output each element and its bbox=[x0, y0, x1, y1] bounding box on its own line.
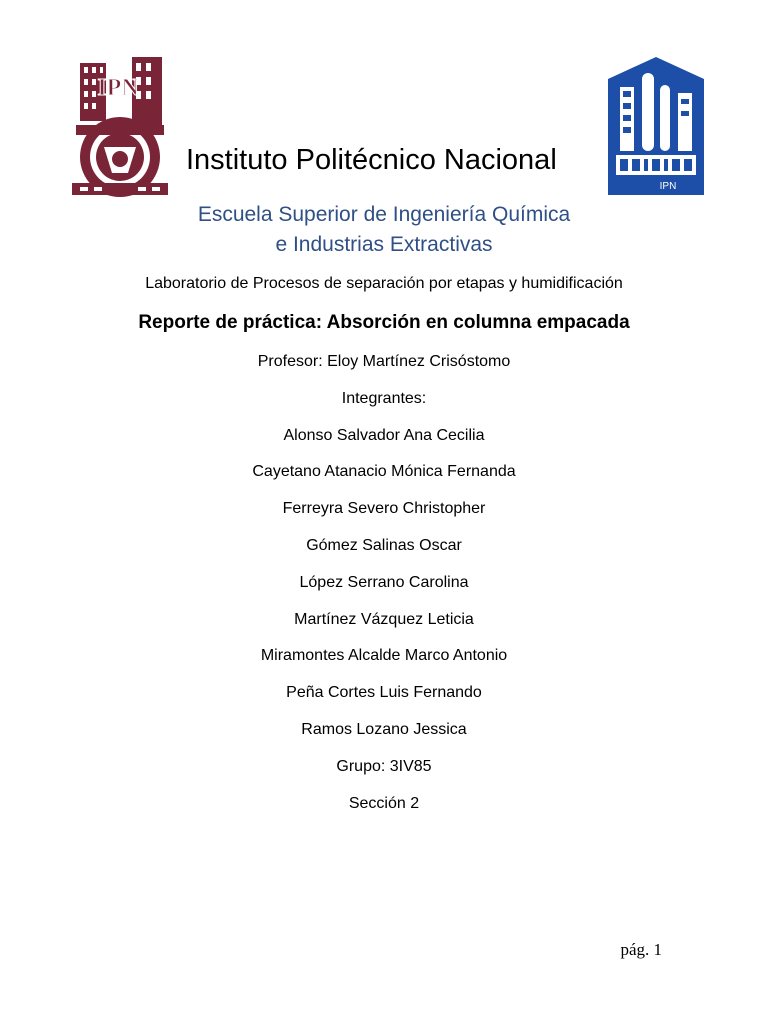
institution-title: Instituto Politécnico Nacional bbox=[186, 144, 557, 176]
member-name: Cayetano Atanacio Mónica Fernanda bbox=[252, 463, 516, 481]
school-name bbox=[0, 200, 768, 260]
ipn-logo-text: IPN bbox=[97, 75, 139, 101]
section-line: Sección 2 bbox=[348, 794, 420, 812]
members-heading: Integrantes: bbox=[341, 389, 427, 407]
ipn-logo bbox=[70, 55, 170, 201]
group-line: Grupo: 3IV85 bbox=[336, 757, 432, 775]
member-name: Gómez Salinas Oscar bbox=[306, 536, 462, 554]
professor-line: Profesor: Eloy Martínez Crisóstomo bbox=[257, 353, 511, 370]
school-name-line-2: e Industrias Extractivas bbox=[275, 233, 493, 256]
member-name: Peña Cortes Luis Fernando bbox=[286, 684, 482, 702]
member-name: Miramontes Alcalde Marco Antonio bbox=[260, 647, 508, 665]
page-number: pág. 1 bbox=[620, 940, 662, 959]
school-name-line-1: Escuela Superior de Ingeniería Química bbox=[197, 203, 571, 226]
esiqie-logo-text: IPN bbox=[659, 181, 677, 192]
member-name: Martínez Vázquez Leticia bbox=[294, 610, 474, 628]
member-name: Alonso Salvador Ana Cecilia bbox=[283, 426, 485, 444]
member-name: Ferreyra Severo Christopher bbox=[282, 500, 486, 518]
report-title: Reporte de práctica: Absorción en columna empacada bbox=[138, 312, 630, 333]
member-name: López Serrano Carolina bbox=[299, 573, 469, 591]
cover-details bbox=[0, 351, 768, 829]
esiqie-logo bbox=[608, 57, 704, 195]
member-name: Ramos Lozano Jessica bbox=[301, 720, 467, 738]
laboratory-name: Laboratorio de Procesos de separación por etapas y humidificación bbox=[145, 275, 623, 292]
